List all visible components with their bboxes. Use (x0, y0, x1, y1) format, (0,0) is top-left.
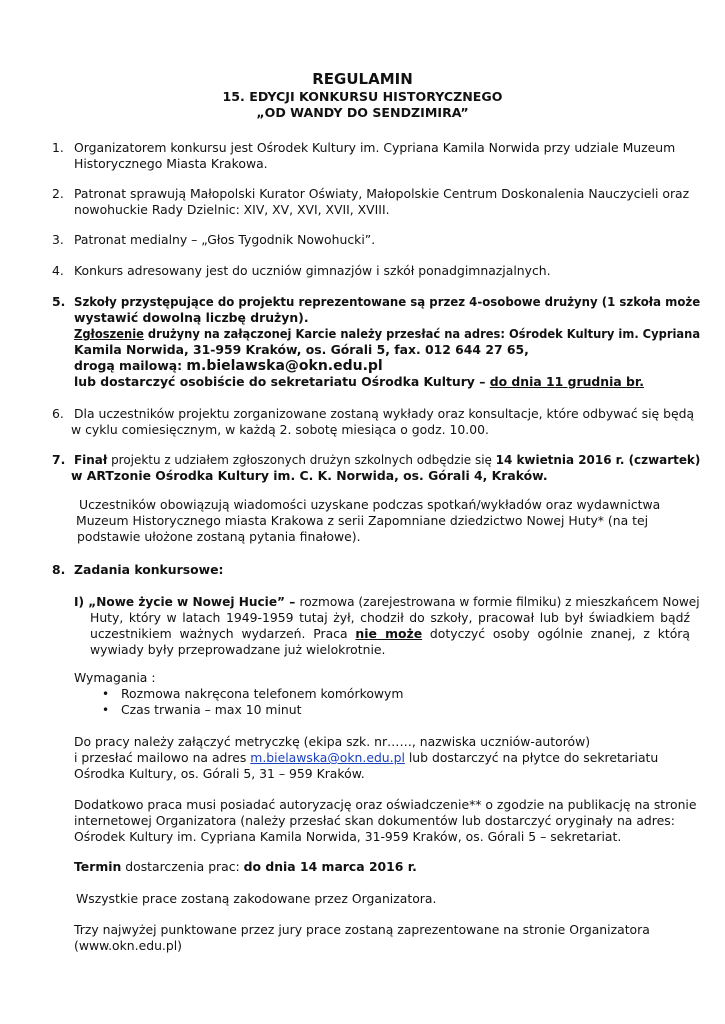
task-1-line-3 (90, 626, 690, 642)
item-6-line-1: Dla uczestników projektu zorganizowane zostaną wykłady oraz konsultacje, które odbywać się będą (74, 406, 695, 421)
deadline-label: Termin (74, 859, 122, 874)
item-8-line-1: Zadania konkursowe: (74, 562, 224, 577)
item-5-delivery-text: lub dostarczyć osobiście do sekretariatu Ośrodka Kultury – (74, 374, 490, 389)
deadline-date: do dnia 14 marca 2016 r. (243, 859, 417, 874)
task-1-description: rozmowa (zarejestrowana w formie filmiku) z mieszkańcem Nowej (299, 594, 700, 609)
task-1-line-4: wywiady były przeprowadzane już wielokrotnie. (90, 642, 386, 657)
item-5-line-6 (74, 374, 644, 390)
item-5-deadline: do dnia 11 grudnia br. (489, 374, 644, 389)
item-8-number: 8. (52, 562, 66, 577)
item-7-number: 7. (52, 452, 66, 467)
item-7-final-date: 14 kwietnia 2016 r. (czwartek) (495, 452, 701, 467)
deadline-text: dostarczenia prac: (121, 859, 244, 874)
deadline-line (74, 859, 417, 875)
metric-line-2 (74, 750, 658, 766)
requirement-2: Czas trwania – max 10 minut (121, 702, 302, 717)
metric-line-2-part-1: i przesłać mailowo na adres (74, 750, 251, 765)
item-1-line-1: Organizatorem konkursu jest Ośrodek Kultury im. Cypriana Kamila Norwida przy udziale Muzeum (74, 140, 676, 155)
item-4-line-1: Konkurs adresowany jest do uczniów gimnazjów i szkół ponadgimnazjalnych. (74, 263, 551, 278)
item-6-number: 6. (52, 406, 64, 421)
item-7-line-1 (74, 452, 700, 468)
item-5-line-1: Szkoły przystępujące do projektu reprezentowane są przez 4-osobowe drużyny (1 szkoła może (74, 294, 701, 309)
task-1-line-3-part-2: dotyczyć osoby ogólnie znanej, z którą (422, 626, 690, 641)
item-5-email-label: drogą mailową: (74, 358, 187, 373)
top-works-line-1: Trzy najwyżej punktowane przez jury prace zostaną zaprezentowane na stronie Organizatora (74, 922, 650, 937)
item-6-line-2: w cyklu comiesięcznym, w każdą 2. sobotę miesiąca o godz. 10.00. (71, 422, 489, 437)
document-subtitle: 15. EDYCJI KONKURSU HISTORYCZNEGO (222, 89, 503, 104)
item-7-venue: Ośrodka Kultury im. C. K. Norwida, os. Górali 4, Kraków. (155, 468, 548, 483)
document-title: REGULAMIN (312, 70, 413, 88)
item-7-note-line-2: Muzeum Historycznego miasta Krakowa z serii Zapomniane dziedzictwo Nowej Huty* (na tej (76, 513, 649, 528)
task-1-line-2: Huty, który w latach 1949-1959 tutaj żył, chodził do szkoły, pracował lub był świadkiem bądź (90, 610, 690, 625)
item-4-number: 4. (52, 263, 64, 278)
requirement-1-bullet: • (102, 687, 110, 701)
extra-line-2: internetowej Organizatora (należy przesłać skan dokumentów lub dostarczyć oryginały na adres: (74, 813, 675, 828)
metric-line-3: Ośrodka Kultury, os. Górali 5, 31 – 959 Kraków. (74, 766, 365, 781)
requirement-2-bullet: • (102, 703, 110, 717)
item-5-line-5 (74, 358, 383, 374)
item-5-line-3 (74, 326, 700, 342)
item-7-venue-prefix: w ARTzonie (71, 468, 156, 483)
item-2-line-2: nowohuckie Rady Dzielnic: XIV, XV, XVI, XVII, XVIII. (74, 202, 390, 217)
item-5-number: 5. (52, 294, 66, 309)
item-7-note-line-3: podstawie ułożone zostaną pytania finałowe). (77, 529, 361, 544)
requirement-1: Rozmowa nakręcona telefonem komórkowym (121, 686, 404, 701)
coding-note: Wszystkie prace zostaną zakodowane przez Organizatora. (76, 891, 437, 906)
task-1-title: I) „Nowe życie w Nowej Hucie” – (74, 594, 300, 609)
item-3-number: 3. (52, 232, 64, 247)
task-1-not-allowed: nie może (355, 626, 423, 641)
metric-line-1: Do pracy należy załączyć metryczkę (ekipa szk. nr……, nazwiska uczniów-autorów) (74, 734, 591, 749)
task-1-line-3-part-1: uczestnikiem ważnych wydarzeń. Praca (90, 626, 356, 641)
item-5-registration-text: drużyny na załączonej Karcie należy przesłać na adres: Ośrodek Kultury im. Cypriana (143, 326, 701, 341)
extra-line-1: Dodatkowo praca musi posiadać autoryzację oraz oświadczenie** o zgodzie na publikację na stronie (74, 797, 697, 812)
extra-line-3: Ośrodek Kultury im. Cypriana Kamila Norwida, 31-959 Kraków, os. Górali 5 – sekretariat. (74, 829, 622, 844)
item-5-email[interactable]: m.bielawska@okn.edu.pl (186, 358, 383, 374)
requirements-label: Wymagania : (74, 670, 156, 685)
metric-email-link[interactable]: m.bielawska@okn.edu.pl (250, 750, 405, 765)
item-1-line-2: Historycznego Miasta Krakowa. (74, 156, 268, 171)
item-7-final-word: Finał (74, 452, 108, 467)
metric-line-2-part-2: lub dostarczyć na płytce do sekretariatu (404, 750, 659, 765)
item-2-number: 2. (52, 186, 64, 201)
item-2-line-1: Patronat sprawują Małopolski Kurator Oświaty, Małopolskie Centrum Doskonalenia Nauczycieli oraz (74, 186, 690, 201)
item-5-line-4: Kamila Norwida, 31-959 Kraków, os. Górali 5, fax. 012 644 27 65, (74, 342, 529, 357)
item-1-number: 1. (52, 140, 64, 155)
item-5-line-2: wystawić dowolną liczbę drużyn). (74, 310, 309, 325)
top-works-line-2: (www.okn.edu.pl) (74, 938, 183, 953)
item-7-note-line-1: Uczestników obowiązują wiadomości uzyskane podczas spotkań/wykładów oraz wydawnictwa (79, 497, 661, 512)
document-subtitle-2: „OD WANDY DO SENDZIMIRA” (256, 105, 469, 120)
task-1-line-1 (74, 594, 700, 610)
item-5-registration-word: Zgłoszenie (74, 326, 144, 341)
item-7-final-text: projektu z udziałem zgłoszonych drużyn szkolnych odbędzie się (107, 452, 496, 467)
item-7-line-2 (71, 468, 548, 484)
item-3-line-1: Patronat medialny – „Głos Tygodnik Nowohucki”. (74, 232, 376, 247)
